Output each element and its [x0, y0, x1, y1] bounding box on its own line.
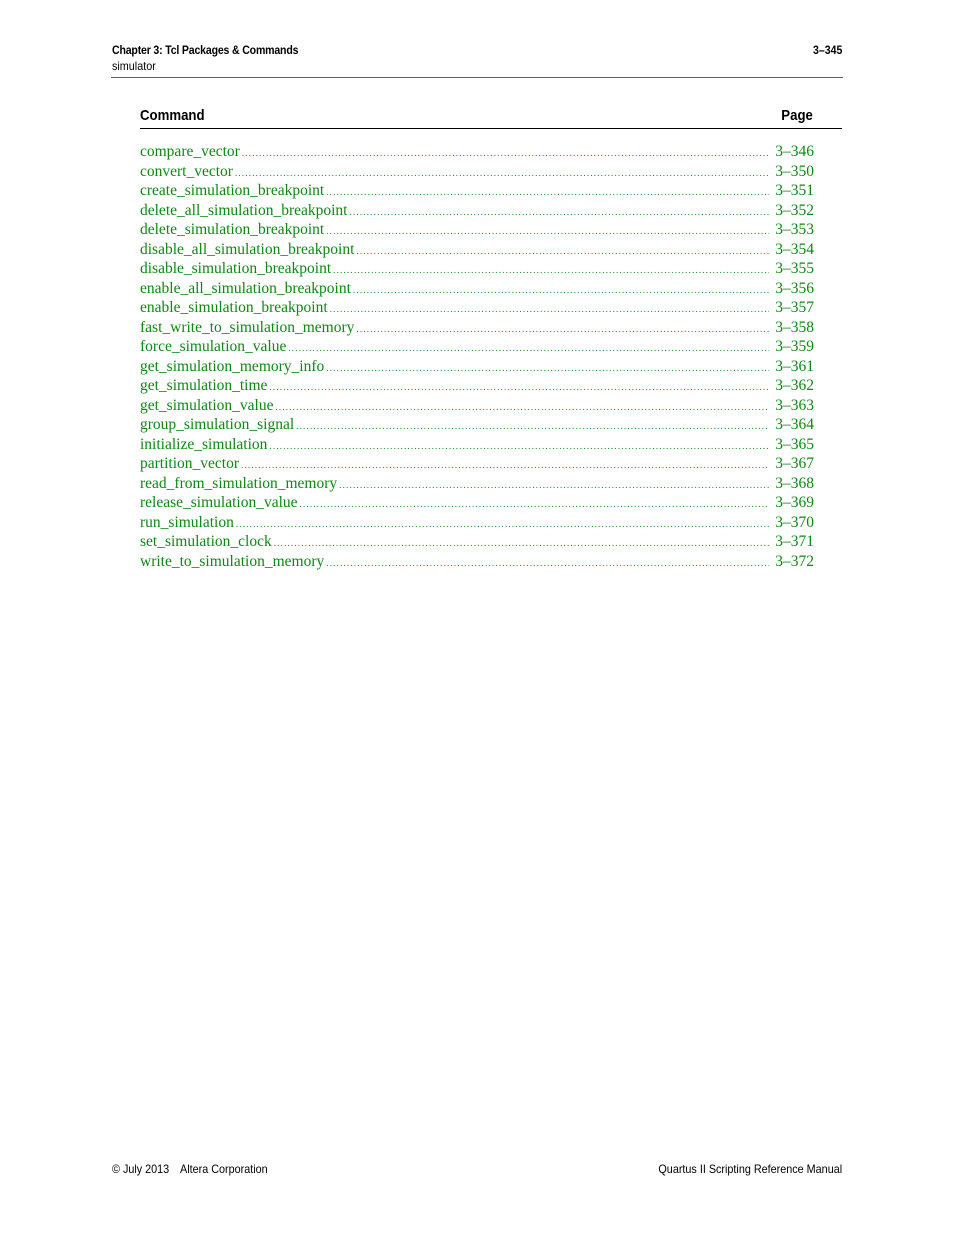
command-list — [140, 142, 814, 571]
manual-title: Quartus II Scripting Reference Manual — [658, 1162, 842, 1176]
page-link[interactable]: 3–359 — [775, 338, 814, 355]
page-link[interactable]: 3–357 — [775, 299, 814, 316]
command-link[interactable]: disable_simulation_breakpoint — [140, 260, 332, 277]
table-row — [140, 240, 814, 260]
table-row — [140, 259, 814, 279]
page-link[interactable]: 3–361 — [775, 357, 814, 375]
dot-leader — [333, 261, 769, 281]
command-link[interactable]: compare_vector — [140, 143, 240, 160]
command-link[interactable]: group_simulation_signal — [140, 416, 295, 433]
command-link[interactable]: get_simulation_memory_info — [140, 357, 325, 375]
dot-leader — [326, 222, 769, 242]
page-link[interactable]: 3–368 — [775, 474, 814, 492]
page-link[interactable]: 3–371 — [775, 533, 814, 550]
column-header-page: Page — [781, 107, 813, 124]
page-link[interactable]: 3–372 — [775, 552, 814, 570]
dot-leader — [296, 417, 769, 437]
table-row — [140, 493, 814, 513]
page-number: 3–345 — [812, 43, 842, 57]
dot-leader — [275, 398, 769, 418]
command-link[interactable]: fast_write_to_simulation_memory — [140, 318, 355, 336]
dot-leader — [288, 339, 769, 359]
table-row — [140, 220, 814, 240]
dot-leader — [274, 534, 770, 554]
dot-leader — [356, 320, 769, 340]
table-row — [140, 552, 814, 572]
dot-leader — [300, 495, 770, 515]
company-name: Altera Corporation — [179, 1162, 268, 1176]
table-row — [140, 279, 814, 299]
copyright-date: © July 2013 — [112, 1162, 170, 1176]
page-link[interactable]: 3–364 — [775, 416, 814, 433]
command-link[interactable]: disable_all_simulation_breakpoint — [140, 240, 355, 258]
table-row — [140, 142, 814, 162]
command-link[interactable]: force_simulation_value — [140, 338, 287, 355]
table-row — [140, 415, 814, 435]
table-header-divider — [140, 128, 842, 129]
page-link[interactable]: 3–355 — [775, 260, 814, 277]
dot-leader — [326, 359, 769, 379]
page-link[interactable]: 3–346 — [775, 143, 814, 160]
page-link[interactable]: 3–350 — [775, 162, 814, 180]
page-link[interactable]: 3–356 — [775, 279, 814, 297]
table-row — [140, 532, 814, 552]
footer-left — [112, 1162, 268, 1176]
table-row — [140, 162, 814, 182]
page-link[interactable]: 3–354 — [775, 240, 814, 258]
table-row — [140, 474, 814, 494]
dot-leader — [269, 378, 769, 398]
command-link[interactable]: read_from_simulation_memory — [140, 474, 338, 492]
header-divider — [111, 77, 843, 78]
table-row — [140, 298, 814, 318]
table-row — [140, 201, 814, 221]
dot-leader — [236, 515, 769, 535]
command-link[interactable]: initialize_simulation — [140, 435, 268, 453]
table-row — [140, 376, 814, 396]
dot-leader — [330, 300, 770, 320]
page-link[interactable]: 3–370 — [775, 513, 814, 531]
table-row — [140, 357, 814, 377]
command-link[interactable]: convert_vector — [140, 162, 233, 180]
column-header-command: Command — [140, 107, 205, 124]
command-link[interactable]: run_simulation — [140, 513, 234, 531]
dot-leader — [356, 242, 769, 262]
command-link[interactable]: release_simulation_value — [140, 494, 298, 511]
command-link[interactable]: get_simulation_time — [140, 377, 268, 394]
page-link[interactable]: 3–365 — [775, 435, 814, 453]
command-link[interactable]: get_simulation_value — [140, 396, 274, 414]
dot-leader — [353, 281, 769, 301]
table-row — [140, 181, 814, 201]
dot-leader — [326, 554, 769, 574]
dot-leader — [339, 476, 769, 496]
dot-leader — [242, 144, 769, 164]
command-link[interactable]: enable_all_simulation_breakpoint — [140, 279, 351, 297]
command-link[interactable]: enable_simulation_breakpoint — [140, 299, 328, 316]
command-link[interactable]: write_to_simulation_memory — [140, 552, 325, 570]
table-row — [140, 513, 814, 533]
command-link[interactable]: delete_simulation_breakpoint — [140, 221, 325, 238]
section-name: simulator — [112, 59, 156, 73]
dot-leader — [349, 203, 769, 223]
page-link[interactable]: 3–362 — [775, 377, 814, 394]
command-link[interactable]: delete_all_simulation_breakpoint — [140, 201, 348, 219]
page-link[interactable]: 3–353 — [775, 221, 814, 238]
dot-leader — [269, 437, 769, 457]
chapter-title: Chapter 3: Tcl Packages & Commands — [112, 43, 299, 57]
page-link[interactable]: 3–352 — [775, 201, 814, 219]
table-row — [140, 396, 814, 416]
table-row — [140, 435, 814, 455]
page-link[interactable]: 3–358 — [775, 318, 814, 336]
page-link[interactable]: 3–351 — [775, 182, 814, 199]
page-link[interactable]: 3–369 — [775, 494, 814, 511]
table-row — [140, 337, 814, 357]
table-row — [140, 454, 814, 474]
page-link[interactable]: 3–363 — [775, 396, 814, 414]
page-link[interactable]: 3–367 — [775, 455, 814, 472]
dot-leader — [326, 183, 769, 203]
command-link[interactable]: create_simulation_breakpoint — [140, 182, 325, 199]
command-link[interactable]: set_simulation_clock — [140, 533, 272, 550]
table-row — [140, 318, 814, 338]
command-link[interactable]: partition_vector — [140, 455, 239, 472]
